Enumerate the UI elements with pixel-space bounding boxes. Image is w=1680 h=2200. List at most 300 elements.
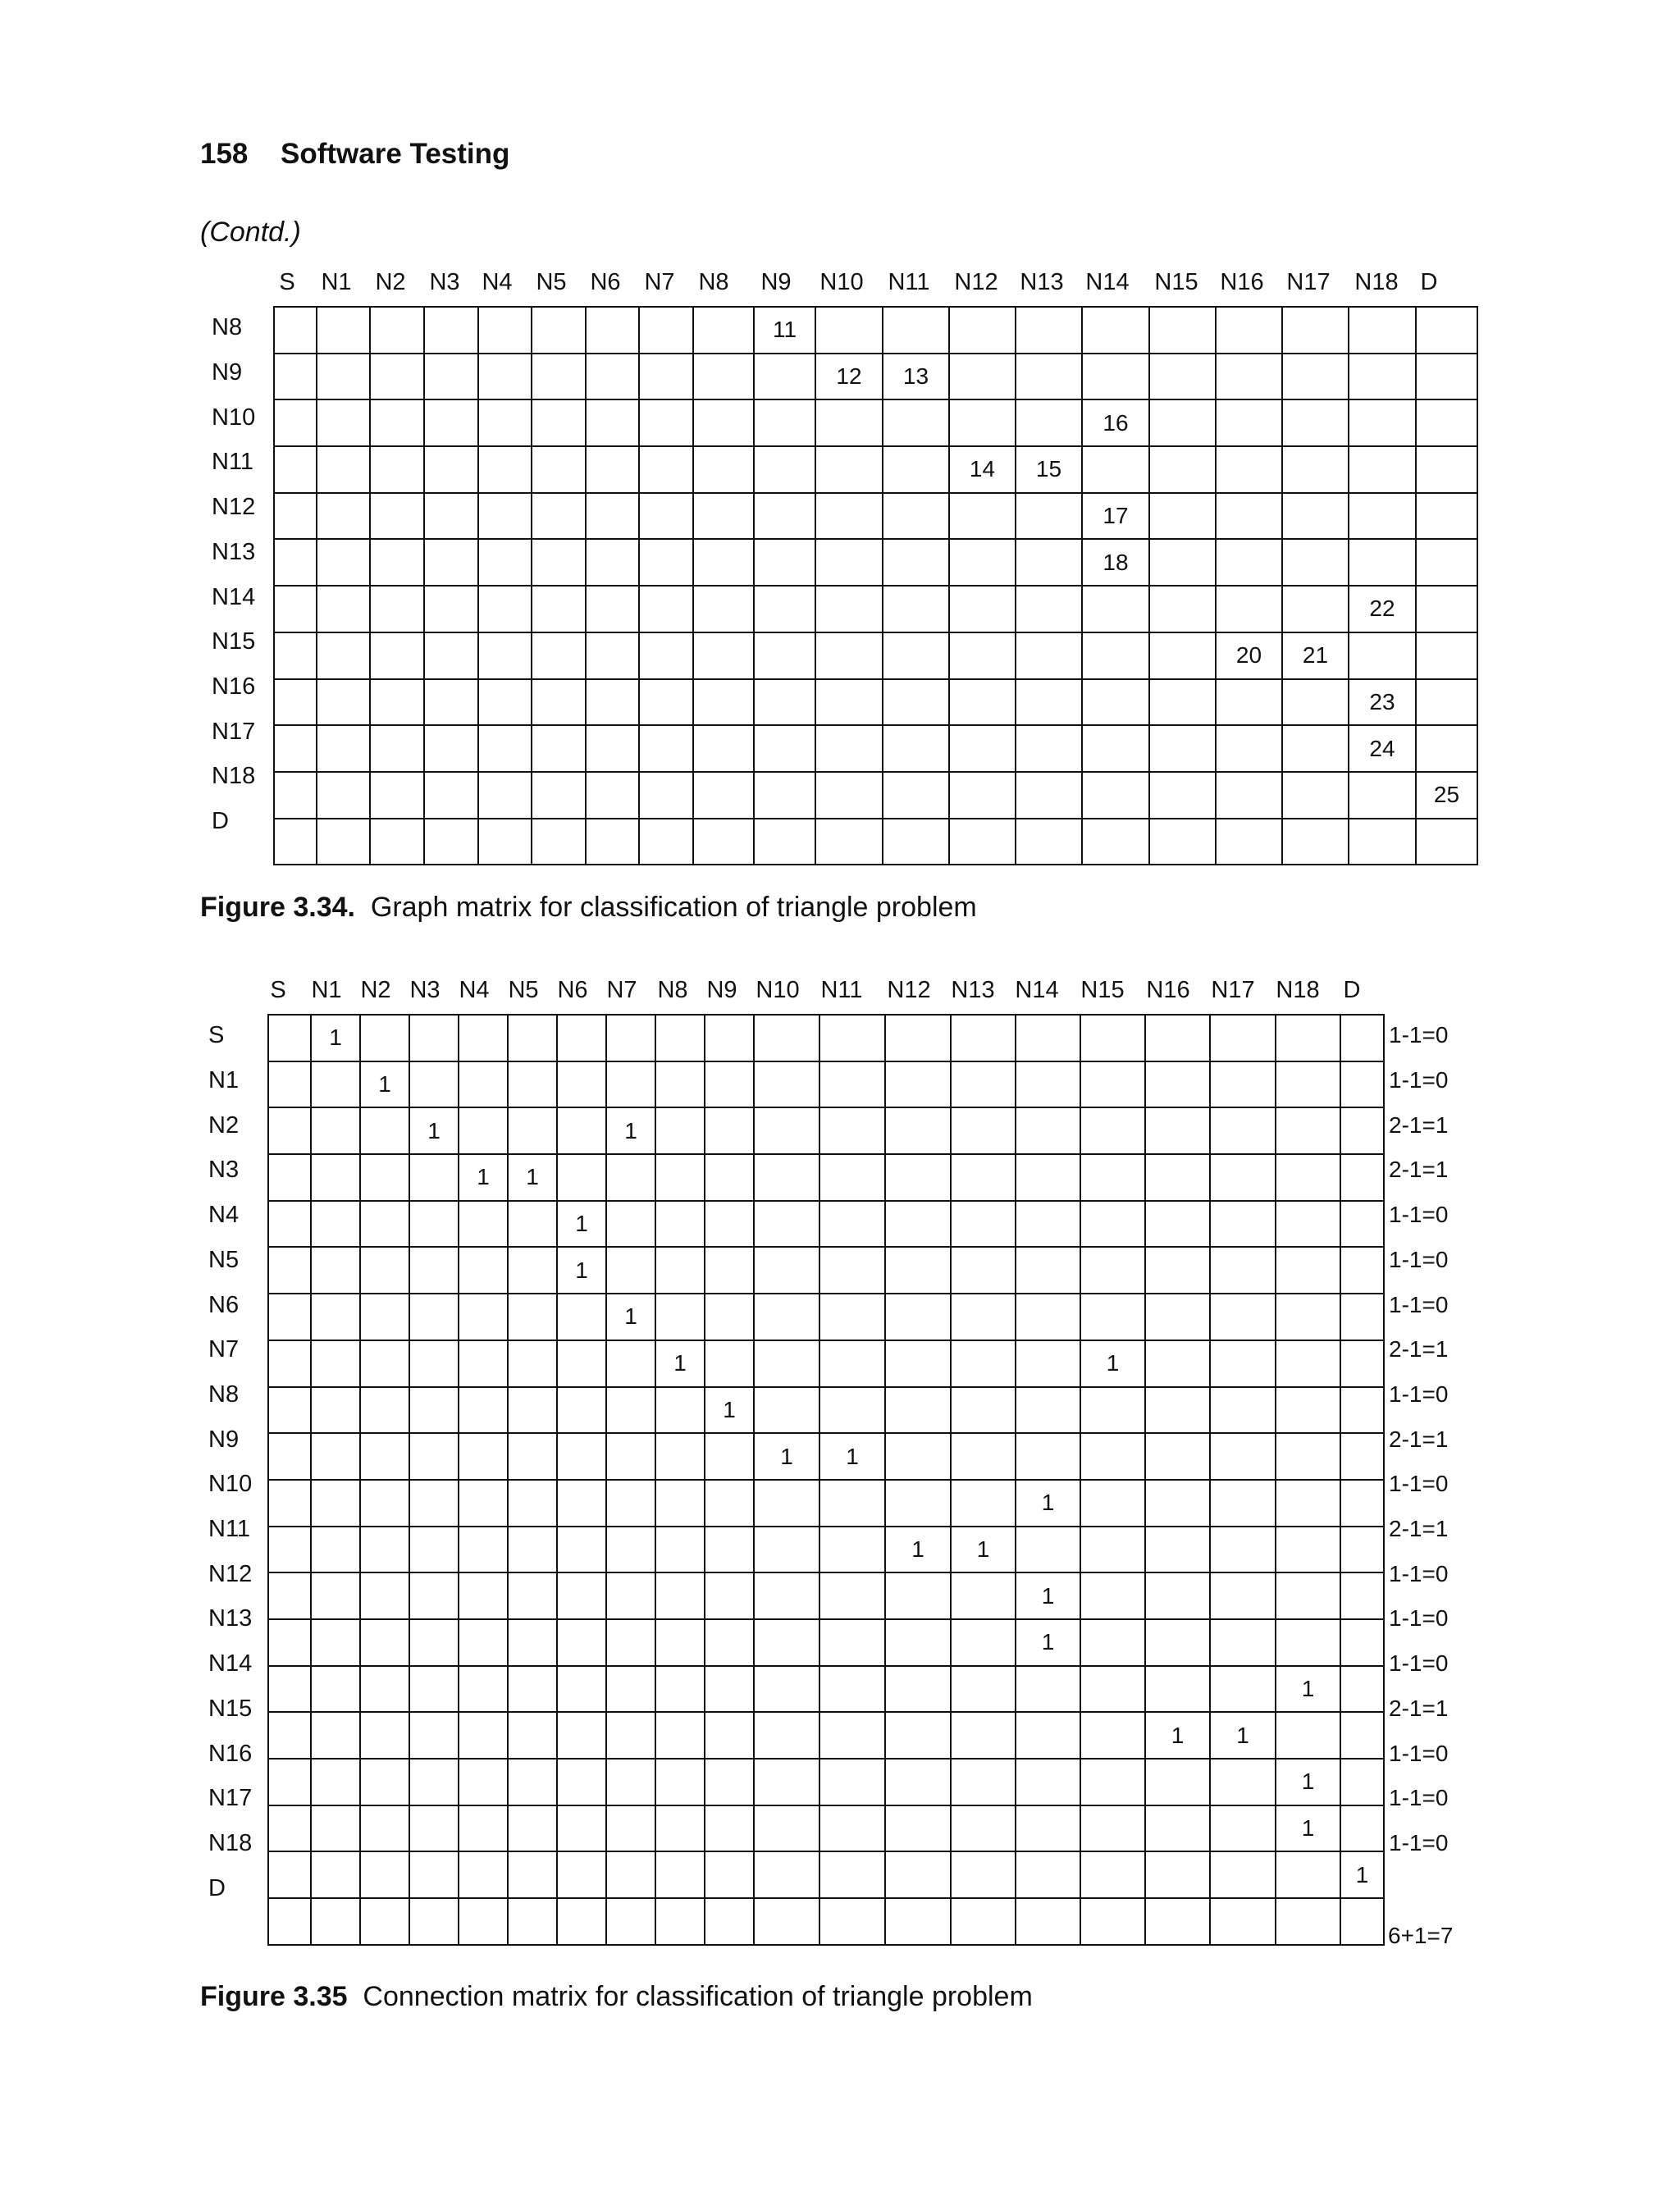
connection_matrix-cell bbox=[754, 1619, 819, 1666]
connection_matrix-row-label: N7 bbox=[208, 1336, 240, 1363]
connection_matrix-row-label: N13 bbox=[208, 1605, 253, 1632]
connection_matrix-row-sum: 2-1=1 bbox=[1389, 1516, 1449, 1542]
connection_matrix-cell bbox=[1210, 1015, 1276, 1061]
connection_matrix-cell bbox=[459, 1387, 508, 1434]
connection_matrix-cell bbox=[754, 1480, 819, 1527]
connection_matrix-cell bbox=[409, 1201, 459, 1248]
graph_matrix-cell bbox=[1016, 354, 1082, 400]
connection_matrix-cell bbox=[705, 1340, 754, 1387]
graph_matrix-cell bbox=[424, 725, 478, 772]
connection_matrix-cell bbox=[885, 1154, 951, 1201]
connection_matrix-cell bbox=[655, 1201, 705, 1248]
connection_matrix-cell bbox=[557, 1061, 606, 1108]
graph_matrix-cell bbox=[639, 679, 693, 726]
connection_matrix-cell bbox=[360, 1805, 409, 1852]
connection_matrix-cell bbox=[606, 1666, 655, 1713]
connection_matrix-cell bbox=[311, 1527, 360, 1573]
graph_matrix-cell bbox=[693, 354, 754, 400]
connection_matrix-cell bbox=[268, 1898, 311, 1945]
graph_matrix-cell bbox=[815, 586, 883, 632]
connection_matrix-cell: 1 bbox=[655, 1340, 705, 1387]
connection_matrix-cell: 1 bbox=[459, 1154, 508, 1201]
connection_matrix-cell bbox=[268, 1712, 311, 1759]
connection_matrix-cell bbox=[1210, 1619, 1276, 1666]
graph_matrix-cell bbox=[1016, 679, 1082, 726]
connection_matrix-cell bbox=[819, 1294, 885, 1340]
graph_matrix-cell bbox=[532, 632, 586, 679]
graph_matrix-cell bbox=[693, 446, 754, 493]
connection_matrix-cell bbox=[311, 1107, 360, 1154]
graph_matrix-cell bbox=[1149, 446, 1216, 493]
graph_matrix-cell bbox=[370, 819, 424, 865]
connection_matrix-cell bbox=[1016, 1805, 1080, 1852]
connection_matrix-row-sum: 1-1=0 bbox=[1389, 1246, 1449, 1272]
connection_matrix-cell: 1 bbox=[508, 1154, 557, 1201]
connection_matrix-grid bbox=[267, 1014, 1385, 1946]
connection_matrix-row bbox=[268, 1898, 1384, 1945]
connection_matrix-row-label: N1 bbox=[208, 1067, 240, 1094]
connection_matrix-cell bbox=[951, 1340, 1016, 1387]
connection_matrix-cell bbox=[655, 1107, 705, 1154]
graph_matrix-col-header: N7 bbox=[644, 269, 675, 295]
graph_matrix-cell bbox=[274, 725, 317, 772]
graph_matrix-cell bbox=[274, 446, 317, 493]
connection_matrix-col-header: N3 bbox=[409, 977, 441, 1003]
connection_matrix-cell: 1 bbox=[1210, 1712, 1276, 1759]
connection_matrix-cell bbox=[1210, 1851, 1276, 1898]
connection_matrix-cell bbox=[655, 1851, 705, 1898]
connection_matrix-row bbox=[268, 1061, 1384, 1108]
connection_matrix-cell bbox=[1145, 1294, 1210, 1340]
connection_matrix-cell bbox=[1145, 1666, 1210, 1713]
connection_matrix-cell bbox=[1080, 1387, 1145, 1434]
graph_matrix-cell bbox=[532, 725, 586, 772]
graph_matrix-cell bbox=[815, 539, 883, 586]
graph_matrix-cell bbox=[1216, 772, 1282, 819]
page-number: 158 bbox=[200, 138, 249, 170]
connection_matrix-cell bbox=[1016, 1061, 1080, 1108]
connection_matrix-row bbox=[268, 1201, 1384, 1248]
graph_matrix-cell bbox=[317, 307, 370, 354]
connection_matrix-cell bbox=[754, 1154, 819, 1201]
connection_matrix-cell bbox=[311, 1433, 360, 1480]
connection_matrix-cell bbox=[705, 1666, 754, 1713]
connection_matrix-cell bbox=[508, 1898, 557, 1945]
connection_matrix-row-sum: 1-1=0 bbox=[1389, 1829, 1449, 1855]
graph_matrix-cell bbox=[815, 632, 883, 679]
connection_matrix-cell bbox=[1276, 1527, 1340, 1573]
graph_matrix-cell bbox=[815, 725, 883, 772]
graph_matrix-cell bbox=[478, 772, 532, 819]
connection_matrix-cell bbox=[360, 1572, 409, 1619]
connection_matrix-cell: 1 bbox=[360, 1061, 409, 1108]
connection_matrix-cell bbox=[508, 1107, 557, 1154]
graph_matrix-cell bbox=[883, 539, 949, 586]
connection_matrix-cell bbox=[1080, 1666, 1145, 1713]
graph_matrix-cell bbox=[693, 725, 754, 772]
connection_matrix-cell bbox=[885, 1851, 951, 1898]
connection_matrix-row-label: N4 bbox=[208, 1202, 240, 1229]
connection_matrix-cell bbox=[705, 1015, 754, 1061]
graph_matrix-cell bbox=[949, 725, 1016, 772]
graph_matrix-cell bbox=[1082, 679, 1149, 726]
graph_matrix-cell bbox=[693, 772, 754, 819]
connection_matrix-cell bbox=[1145, 1201, 1210, 1248]
connection_matrix-cell bbox=[705, 1247, 754, 1294]
connection_matrix-cell bbox=[885, 1387, 951, 1434]
connection_matrix-row-label: N10 bbox=[208, 1471, 253, 1498]
connection_matrix-cell bbox=[819, 1619, 885, 1666]
graph_matrix-cell bbox=[532, 307, 586, 354]
connection_matrix-cell bbox=[459, 1712, 508, 1759]
connection_matrix-row-label: S bbox=[208, 1022, 225, 1049]
connection_matrix-cell bbox=[754, 1061, 819, 1108]
connection_matrix-cell bbox=[311, 1759, 360, 1805]
connection_matrix-cell bbox=[557, 1898, 606, 1945]
connection_matrix-cell bbox=[1276, 1387, 1340, 1434]
connection_matrix-cell bbox=[951, 1433, 1016, 1480]
connection_matrix-cell bbox=[1276, 1712, 1340, 1759]
connection_matrix-row bbox=[268, 1107, 1384, 1154]
connection_matrix-cell bbox=[655, 1433, 705, 1480]
connection_matrix-cell bbox=[606, 1201, 655, 1248]
graph_matrix-col-header: N6 bbox=[590, 269, 621, 295]
connection_matrix-cell bbox=[754, 1572, 819, 1619]
graph_matrix-cell: 20 bbox=[1216, 632, 1282, 679]
graph_matrix-cell bbox=[1216, 399, 1282, 446]
graph_matrix-cell bbox=[639, 307, 693, 354]
connection_matrix-cell bbox=[459, 1247, 508, 1294]
connection_matrix-cell bbox=[1080, 1107, 1145, 1154]
connection_matrix-cell bbox=[268, 1340, 311, 1387]
connection_matrix-cell bbox=[508, 1387, 557, 1434]
connection_matrix-cell: 1 bbox=[885, 1527, 951, 1573]
graph_matrix-cell bbox=[949, 632, 1016, 679]
connection_matrix-row bbox=[268, 1387, 1384, 1434]
connection_matrix-cell: 1 bbox=[1016, 1480, 1080, 1527]
graph_matrix-cell bbox=[1149, 539, 1216, 586]
connection_matrix-cell bbox=[705, 1851, 754, 1898]
connection_matrix-cell bbox=[655, 1619, 705, 1666]
connection_matrix-cell bbox=[655, 1712, 705, 1759]
graph_matrix-col-header: N14 bbox=[1085, 269, 1130, 295]
connection_matrix-cell bbox=[951, 1805, 1016, 1852]
graph_matrix-cell bbox=[754, 586, 815, 632]
connection_matrix-cell bbox=[885, 1712, 951, 1759]
connection_matrix-row bbox=[268, 1712, 1384, 1759]
connection_matrix-cell bbox=[268, 1061, 311, 1108]
graph_matrix-cell bbox=[532, 539, 586, 586]
running-title: Software Testing bbox=[281, 138, 510, 170]
connection_matrix-cell bbox=[268, 1759, 311, 1805]
graph_matrix-col-header: N2 bbox=[375, 269, 406, 295]
connection_matrix-cell bbox=[1016, 1247, 1080, 1294]
connection_matrix-cell bbox=[1340, 1759, 1384, 1805]
connection_matrix-cell bbox=[268, 1294, 311, 1340]
graph_matrix-cell bbox=[1149, 493, 1216, 540]
graph_matrix-cell bbox=[1216, 307, 1282, 354]
connection_matrix-row bbox=[268, 1572, 1384, 1619]
connection_matrix-row bbox=[268, 1666, 1384, 1713]
graph_matrix-cell bbox=[754, 539, 815, 586]
graph_matrix-cell bbox=[754, 679, 815, 726]
connection_matrix-col-header: N16 bbox=[1146, 977, 1190, 1003]
connection_matrix-cell bbox=[1340, 1201, 1384, 1248]
connection_matrix-cell bbox=[1210, 1294, 1276, 1340]
connection_matrix-cell bbox=[1080, 1061, 1145, 1108]
connection_matrix-cell bbox=[951, 1201, 1016, 1248]
graph_matrix-cell bbox=[639, 632, 693, 679]
graph_matrix-cell bbox=[1149, 632, 1216, 679]
graph_matrix-row-label: N14 bbox=[212, 583, 256, 610]
connection_matrix-col-header: N18 bbox=[1276, 977, 1320, 1003]
connection_matrix-cell bbox=[1210, 1201, 1276, 1248]
connection_matrix-cell bbox=[705, 1619, 754, 1666]
graph_matrix-cell bbox=[1282, 539, 1349, 586]
connection_matrix-cell bbox=[754, 1294, 819, 1340]
connection_matrix-cell bbox=[1016, 1712, 1080, 1759]
connection_matrix-cell bbox=[754, 1666, 819, 1713]
figure-3-34-label: Figure 3.34. bbox=[200, 892, 355, 923]
connection_matrix-cell bbox=[1080, 1759, 1145, 1805]
connection_matrix-cell bbox=[951, 1107, 1016, 1154]
graph_matrix-col-header: D bbox=[1420, 269, 1438, 295]
connection_matrix-row bbox=[268, 1154, 1384, 1201]
graph_matrix-cell bbox=[370, 399, 424, 446]
connection_matrix-cell bbox=[508, 1666, 557, 1713]
connection_matrix-row-sum: 1-1=0 bbox=[1389, 1650, 1449, 1677]
graph_matrix-cell: 21 bbox=[1282, 632, 1349, 679]
graph_matrix-cell bbox=[424, 586, 478, 632]
connection_matrix-cell bbox=[951, 1572, 1016, 1619]
graph_matrix-cell bbox=[586, 819, 639, 865]
connection_matrix-cell bbox=[951, 1619, 1016, 1666]
connection_matrix-cell bbox=[1016, 1340, 1080, 1387]
graph_matrix-cell bbox=[317, 446, 370, 493]
graph_matrix-cell: 12 bbox=[815, 354, 883, 400]
connection_matrix-cell bbox=[655, 1759, 705, 1805]
graph_matrix-col-header: N9 bbox=[760, 269, 792, 295]
connection_matrix-row-label: N16 bbox=[208, 1740, 253, 1767]
graph_matrix-cell bbox=[639, 539, 693, 586]
connection_matrix-cell bbox=[459, 1201, 508, 1248]
connection_matrix-row-sum: 1-1=0 bbox=[1389, 1740, 1449, 1766]
graph_matrix-cell bbox=[478, 725, 532, 772]
connection_matrix-cell bbox=[409, 1805, 459, 1852]
connection_matrix-cell bbox=[459, 1572, 508, 1619]
connection_matrix-cell bbox=[705, 1154, 754, 1201]
connection_matrix-cell bbox=[1145, 1107, 1210, 1154]
connection_matrix-cell bbox=[885, 1247, 951, 1294]
graph_matrix-cell bbox=[424, 679, 478, 726]
connection_matrix-cell bbox=[409, 1712, 459, 1759]
connection_matrix-cell bbox=[311, 1294, 360, 1340]
connection_matrix-cell bbox=[459, 1619, 508, 1666]
graph_matrix-cell bbox=[1016, 819, 1082, 865]
connection_matrix-cell bbox=[268, 1433, 311, 1480]
connection_matrix-cell bbox=[1145, 1247, 1210, 1294]
connection_matrix-cell bbox=[1210, 1898, 1276, 1945]
connection_matrix-cell bbox=[1210, 1527, 1276, 1573]
connection_matrix-cell: 1 bbox=[705, 1387, 754, 1434]
graph_matrix-row-label: N12 bbox=[212, 494, 256, 521]
connection_matrix-cell bbox=[885, 1805, 951, 1852]
graph_matrix-cell bbox=[1082, 725, 1149, 772]
graph_matrix-cell bbox=[883, 819, 949, 865]
connection_matrix-cell bbox=[409, 1898, 459, 1945]
connection_matrix-cell bbox=[360, 1294, 409, 1340]
connection_matrix-cell bbox=[885, 1433, 951, 1480]
graph_matrix-cell bbox=[1282, 493, 1349, 540]
connection_matrix-cell bbox=[311, 1480, 360, 1527]
graph_matrix-cell bbox=[370, 632, 424, 679]
graph_matrix-cell bbox=[754, 399, 815, 446]
graph_matrix-cell bbox=[693, 399, 754, 446]
graph_matrix-col-header: N11 bbox=[888, 269, 930, 295]
graph_matrix-col-header: N17 bbox=[1286, 269, 1331, 295]
connection_matrix-cell bbox=[557, 1666, 606, 1713]
connection_matrix-cell bbox=[311, 1061, 360, 1108]
graph_matrix-cell bbox=[478, 539, 532, 586]
graph_matrix-cell bbox=[586, 772, 639, 819]
graph_matrix-cell bbox=[1216, 446, 1282, 493]
connection_matrix-cell bbox=[885, 1107, 951, 1154]
graph_matrix-col-header: S bbox=[279, 269, 295, 295]
connection_matrix-row bbox=[268, 1340, 1384, 1387]
graph_matrix-cell bbox=[754, 772, 815, 819]
connection_matrix-cell bbox=[1210, 1572, 1276, 1619]
connection_matrix-cell bbox=[459, 1294, 508, 1340]
connection_matrix-cell bbox=[951, 1387, 1016, 1434]
connection_matrix-cell bbox=[885, 1898, 951, 1945]
graph_matrix-cell: 14 bbox=[949, 446, 1016, 493]
graph_matrix-cell bbox=[693, 586, 754, 632]
graph_matrix-cell bbox=[1349, 819, 1416, 865]
connection_matrix-cell bbox=[268, 1247, 311, 1294]
graph_matrix-cell: 25 bbox=[1416, 772, 1477, 819]
connection_matrix-cell bbox=[819, 1247, 885, 1294]
connection_matrix-cell bbox=[1210, 1247, 1276, 1294]
connection_matrix-cell bbox=[1340, 1433, 1384, 1480]
connection_matrix-cell bbox=[311, 1247, 360, 1294]
connection_matrix-cell bbox=[409, 1154, 459, 1201]
connection_matrix-cell bbox=[1080, 1851, 1145, 1898]
graph_matrix-cell bbox=[949, 819, 1016, 865]
graph_matrix-cell bbox=[639, 586, 693, 632]
graph_matrix-cell bbox=[1416, 632, 1477, 679]
graph_matrix-cell bbox=[1216, 725, 1282, 772]
graph_matrix-col-header: N4 bbox=[482, 269, 513, 295]
connection_matrix-cell bbox=[705, 1805, 754, 1852]
connection_matrix-cell bbox=[754, 1107, 819, 1154]
graph_matrix-cell bbox=[1416, 307, 1477, 354]
connection_matrix-cell bbox=[819, 1898, 885, 1945]
graph_matrix-cell bbox=[586, 679, 639, 726]
connection_matrix-cell bbox=[268, 1805, 311, 1852]
connection_matrix-cell bbox=[1145, 1154, 1210, 1201]
connection_matrix-cell bbox=[1145, 1015, 1210, 1061]
connection_matrix-cell bbox=[557, 1619, 606, 1666]
connection_matrix-row-label: N9 bbox=[208, 1426, 240, 1453]
connection_matrix-cell bbox=[1210, 1107, 1276, 1154]
connection_matrix-row-label: N14 bbox=[208, 1650, 253, 1677]
connection_matrix-cell bbox=[1276, 1015, 1340, 1061]
graph_matrix-cell bbox=[317, 819, 370, 865]
connection_matrix-cell bbox=[360, 1619, 409, 1666]
connection_matrix-cell: 1 bbox=[951, 1527, 1016, 1573]
graph_matrix-cell bbox=[949, 772, 1016, 819]
connection_matrix-cell bbox=[606, 1015, 655, 1061]
graph_matrix-cell bbox=[693, 307, 754, 354]
graph_matrix-cell bbox=[1216, 679, 1282, 726]
connection_matrix-cell bbox=[268, 1619, 311, 1666]
connection_matrix-cell bbox=[819, 1387, 885, 1434]
connection_matrix-cell bbox=[1340, 1294, 1384, 1340]
connection_matrix-cell bbox=[459, 1340, 508, 1387]
graph_matrix-row bbox=[274, 819, 1477, 865]
graph_matrix-cell: 18 bbox=[1082, 539, 1149, 586]
connection_matrix-cell bbox=[705, 1201, 754, 1248]
connection_matrix-cell: 1 bbox=[1016, 1572, 1080, 1619]
connection_matrix-cell bbox=[557, 1294, 606, 1340]
graph_matrix-cell bbox=[532, 399, 586, 446]
graph_matrix-cell bbox=[949, 539, 1016, 586]
connection_matrix-cell bbox=[606, 1898, 655, 1945]
connection_matrix-cell: 1 bbox=[1080, 1340, 1145, 1387]
connection_matrix-cell bbox=[1340, 1666, 1384, 1713]
connection_matrix-cell bbox=[819, 1107, 885, 1154]
graph_matrix-cell bbox=[1082, 354, 1149, 400]
figure-3-35-label: Figure 3.35 bbox=[200, 1981, 348, 2012]
graph_matrix-cell bbox=[1349, 307, 1416, 354]
graph_matrix-cell bbox=[1416, 446, 1477, 493]
connection_matrix-cell bbox=[1080, 1433, 1145, 1480]
connection_matrix-cell bbox=[311, 1572, 360, 1619]
graph_matrix-cell bbox=[1016, 772, 1082, 819]
connection_matrix-cell bbox=[885, 1340, 951, 1387]
graph_matrix-cell: 22 bbox=[1349, 586, 1416, 632]
connection_matrix-row-sum: 1-1=0 bbox=[1389, 1785, 1449, 1811]
graph_matrix-cell bbox=[532, 354, 586, 400]
graph_matrix-cell bbox=[949, 354, 1016, 400]
graph_matrix-cell bbox=[424, 772, 478, 819]
connection_matrix-cell bbox=[606, 1527, 655, 1573]
graph_matrix-col-header: N3 bbox=[429, 269, 460, 295]
connection_matrix-cell bbox=[1340, 1572, 1384, 1619]
connection_matrix-cell bbox=[1080, 1015, 1145, 1061]
graph_matrix-cell bbox=[949, 679, 1016, 726]
graph_matrix-cell bbox=[815, 819, 883, 865]
connection_matrix-cell bbox=[557, 1572, 606, 1619]
connection_matrix-cell bbox=[508, 1527, 557, 1573]
connection_matrix-cell bbox=[655, 1480, 705, 1527]
graph_matrix-cell bbox=[1349, 539, 1416, 586]
graph_matrix-cell bbox=[586, 399, 639, 446]
connection_matrix-cell: 1 bbox=[1016, 1619, 1080, 1666]
connection_matrix-cell bbox=[557, 1851, 606, 1898]
connection_matrix-row bbox=[268, 1247, 1384, 1294]
connection_matrix-cell bbox=[409, 1015, 459, 1061]
connection_matrix-cell bbox=[1145, 1480, 1210, 1527]
connection_matrix-row bbox=[268, 1851, 1384, 1898]
connection_matrix-cell bbox=[606, 1805, 655, 1852]
graph_matrix-cell bbox=[883, 772, 949, 819]
connection_matrix-cell bbox=[409, 1387, 459, 1434]
connection_matrix-cell bbox=[655, 1294, 705, 1340]
connection_matrix-cell bbox=[885, 1061, 951, 1108]
connection_matrix-cell bbox=[655, 1805, 705, 1852]
graph_matrix-cell bbox=[274, 307, 317, 354]
